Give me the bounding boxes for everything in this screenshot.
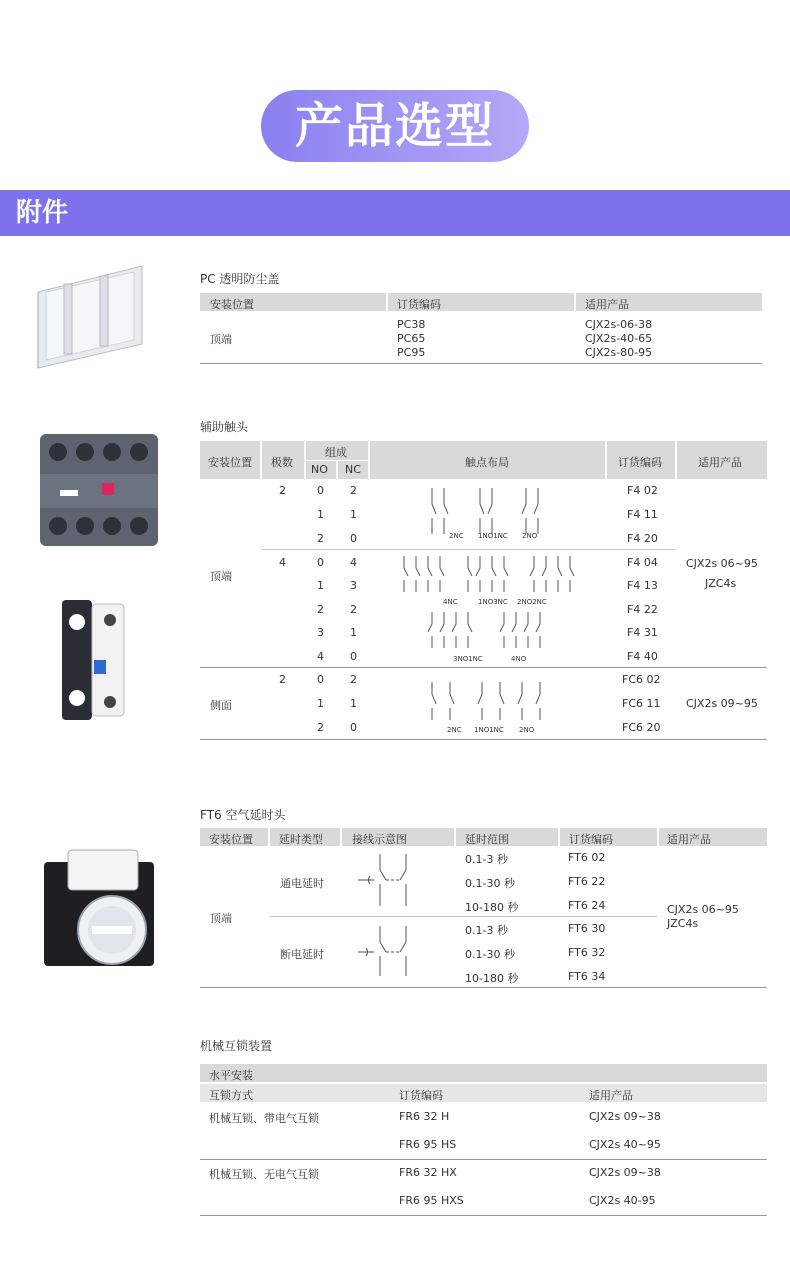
pc-position: 顶端	[210, 333, 232, 346]
ft6-row-2-range: 0.1-30 秒	[465, 877, 515, 890]
interlock-header-method: 互锁方式	[209, 1089, 253, 1102]
aux-row-11-nc: 0	[350, 721, 357, 734]
ft6-position: 顶端	[210, 912, 232, 925]
aux-row-7-nc: 1	[350, 626, 357, 639]
aux-diagram-4pole-b	[420, 608, 560, 654]
aux-header-poles: 极数	[271, 456, 293, 469]
ft6-header-code: 订货编码	[569, 833, 613, 846]
aux-d3-label-1: 3NO1NC	[453, 655, 483, 663]
aux-row-9-no: 0	[317, 673, 324, 686]
ft6-title: FT6 空气延时头	[200, 808, 286, 822]
ft6-row-5-range: 0.1-30 秒	[465, 948, 515, 961]
aux-top-product-1: CJX2s 06~95	[686, 557, 758, 570]
interlock-header-product: 适用产品	[589, 1089, 633, 1102]
aux-d1-label-3: 2NO	[522, 532, 538, 540]
aux-d4-label-3: 2NO	[519, 726, 535, 734]
aux-header-group: 组成	[325, 446, 347, 459]
ft6-photo	[40, 846, 158, 976]
ft6-row-6-range: 10-180 秒	[465, 972, 519, 985]
ft6-header-product: 适用产品	[667, 833, 711, 846]
ft6-product-1: CJX2s 06~95	[667, 903, 739, 916]
pc-header-product: 适用产品	[585, 298, 629, 311]
aux-header-position: 安装位置	[208, 456, 252, 469]
aux-row-2-nc: 1	[350, 508, 357, 521]
ft6-row-2-code: FT6 22	[568, 875, 606, 888]
aux-row-10-code: FC6 11	[622, 697, 661, 710]
aux-d2-label-1: 4NC	[443, 598, 458, 606]
pc-header-code: 订货编码	[397, 298, 441, 311]
interlock-sub-header: 水平安装	[209, 1069, 253, 1082]
interlock-row-4-code: FR6 95 HXS	[399, 1194, 464, 1207]
aux-row-6-no: 2	[317, 603, 324, 616]
aux-row-11-no: 2	[317, 721, 324, 734]
aux-d2-label-3: 2NO2NC	[517, 598, 547, 606]
pc-code-1: PC38	[397, 318, 426, 331]
aux-row-2-no: 1	[317, 508, 324, 521]
aux-row-6-code: F4 22	[627, 603, 658, 616]
interlock-row-2-code: FR6 95 HS	[399, 1138, 457, 1151]
aux-row-10-nc: 1	[350, 697, 357, 710]
aux-row-7-code: F4 31	[627, 626, 658, 639]
interlock-group-2: 机械互锁、无电气互锁	[209, 1168, 319, 1181]
aux-row-11-code: FC6 20	[622, 721, 661, 734]
aux-row-4-no: 0	[317, 556, 324, 569]
interlock-row-3-code: FR6 32 HX	[399, 1166, 457, 1179]
ft6-row-4-range: 0.1-3 秒	[465, 924, 508, 937]
aux-row-3-no: 2	[317, 532, 324, 545]
aux-header-nc: NC	[345, 463, 361, 476]
aux-contact-title: 辅助触头	[200, 420, 249, 434]
ft6-row-3-range: 10-180 秒	[465, 901, 519, 914]
pc-cover-photo	[34, 262, 146, 372]
interlock-row-3-product: CJX2s 09~38	[589, 1166, 661, 1179]
section-band: 附件	[0, 190, 790, 236]
aux-header-product: 适用产品	[698, 456, 742, 469]
aux-row-8-code: F4 40	[627, 650, 658, 663]
ft6-row-3-code: FT6 24	[568, 899, 606, 912]
pc-header-row	[200, 293, 762, 311]
aux-row-1-code: F4 02	[627, 484, 658, 497]
ft6-off-delay-diagram	[354, 922, 424, 980]
aux-row-4-poles: 4	[279, 556, 286, 569]
aux-row-4-nc: 4	[350, 556, 357, 569]
ft6-header-range: 延时范围	[465, 833, 509, 846]
aux-row-1-nc: 2	[350, 484, 357, 497]
aux-d3-label-2: 4NO	[511, 655, 527, 663]
aux-row-6-nc: 2	[350, 603, 357, 616]
ft6-row-6-code: FT6 34	[568, 970, 606, 983]
aux-row-5-no: 1	[317, 579, 324, 592]
interlock-title: 机械互锁装置	[200, 1039, 273, 1053]
aux-contact-top-photo	[38, 428, 160, 552]
aux-row-1-no: 0	[317, 484, 324, 497]
aux-row-3-nc: 0	[350, 532, 357, 545]
aux-row-8-no: 4	[317, 650, 324, 663]
aux-diagram-4pole-a	[396, 552, 586, 598]
interlock-row-2-product: CJX2s 40~95	[589, 1138, 661, 1151]
interlock-row-1-product: CJX2s 09~38	[589, 1110, 661, 1123]
pc-product-2: CJX2s-40-65	[585, 332, 653, 345]
aux-row-5-code: F4 13	[627, 579, 658, 592]
aux-d4-label-2: 1NO1NC	[474, 726, 504, 734]
interlock-group-1: 机械互锁、带电气互锁	[209, 1112, 319, 1125]
aux-row-3-code: F4 20	[627, 532, 658, 545]
aux-row-9-poles: 2	[279, 673, 286, 686]
ft6-row-4-code: FT6 30	[568, 922, 606, 935]
aux-contact-side-photo	[58, 598, 128, 722]
interlock-header-code: 订货编码	[399, 1089, 443, 1102]
aux-side-product: CJX2s 09~95	[686, 697, 758, 710]
aux-d1-label-1: 2NC	[449, 532, 464, 540]
ft6-on-delay: 通电延时	[280, 877, 324, 890]
aux-row-5-nc: 3	[350, 579, 357, 592]
aux-header-layout: 触点布局	[465, 456, 509, 469]
aux-row-9-nc: 2	[350, 673, 357, 686]
aux-row-1-poles: 2	[279, 484, 286, 497]
ft6-off-delay: 断电延时	[280, 948, 324, 961]
ft6-row-5-code: FT6 32	[568, 946, 606, 959]
aux-header-code: 订货编码	[618, 456, 662, 469]
aux-top-product-2: JZC4s	[705, 577, 737, 590]
ft6-header-diagram: 接线示意图	[352, 833, 407, 846]
pc-code-2: PC65	[397, 332, 426, 345]
pc-product-1: CJX2s-06-38	[585, 318, 653, 331]
aux-d4-label-1: 2NC	[447, 726, 462, 734]
interlock-row-4-product: CJX2s 40-95	[589, 1194, 656, 1207]
aux-row-8-nc: 0	[350, 650, 357, 663]
aux-row-7-no: 3	[317, 626, 324, 639]
ft6-header-position: 安装位置	[209, 833, 253, 846]
aux-row-4-code: F4 04	[627, 556, 658, 569]
ft6-product-2: JZC4s	[667, 917, 699, 930]
aux-row-2-code: F4 11	[627, 508, 658, 521]
ft6-row-1-range: 0.1-3 秒	[465, 853, 508, 866]
aux-side-label: 侧面	[210, 699, 232, 712]
ft6-on-delay-diagram	[354, 850, 424, 910]
aux-row-10-no: 1	[317, 697, 324, 710]
aux-d1-label-2: 1NO1NC	[478, 532, 508, 540]
pc-header-position: 安装位置	[210, 298, 254, 311]
aux-d2-label-2: 1NO3NC	[478, 598, 508, 606]
pc-code-3: PC95	[397, 346, 426, 359]
pc-product-3: CJX2s-80-95	[585, 346, 653, 359]
interlock-row-1-code: FR6 32 H	[399, 1110, 450, 1123]
ft6-header-type: 延时类型	[279, 833, 323, 846]
pc-cover-title: PC 透明防尘盖	[200, 272, 280, 286]
aux-header-no: NO	[311, 463, 328, 476]
aux-diagram-side	[420, 676, 560, 724]
page-title: 产品选型	[261, 90, 529, 162]
aux-row-9-code: FC6 02	[622, 673, 661, 686]
aux-top-label: 顶端	[210, 570, 232, 583]
ft6-row-1-code: FT6 02	[568, 851, 606, 864]
